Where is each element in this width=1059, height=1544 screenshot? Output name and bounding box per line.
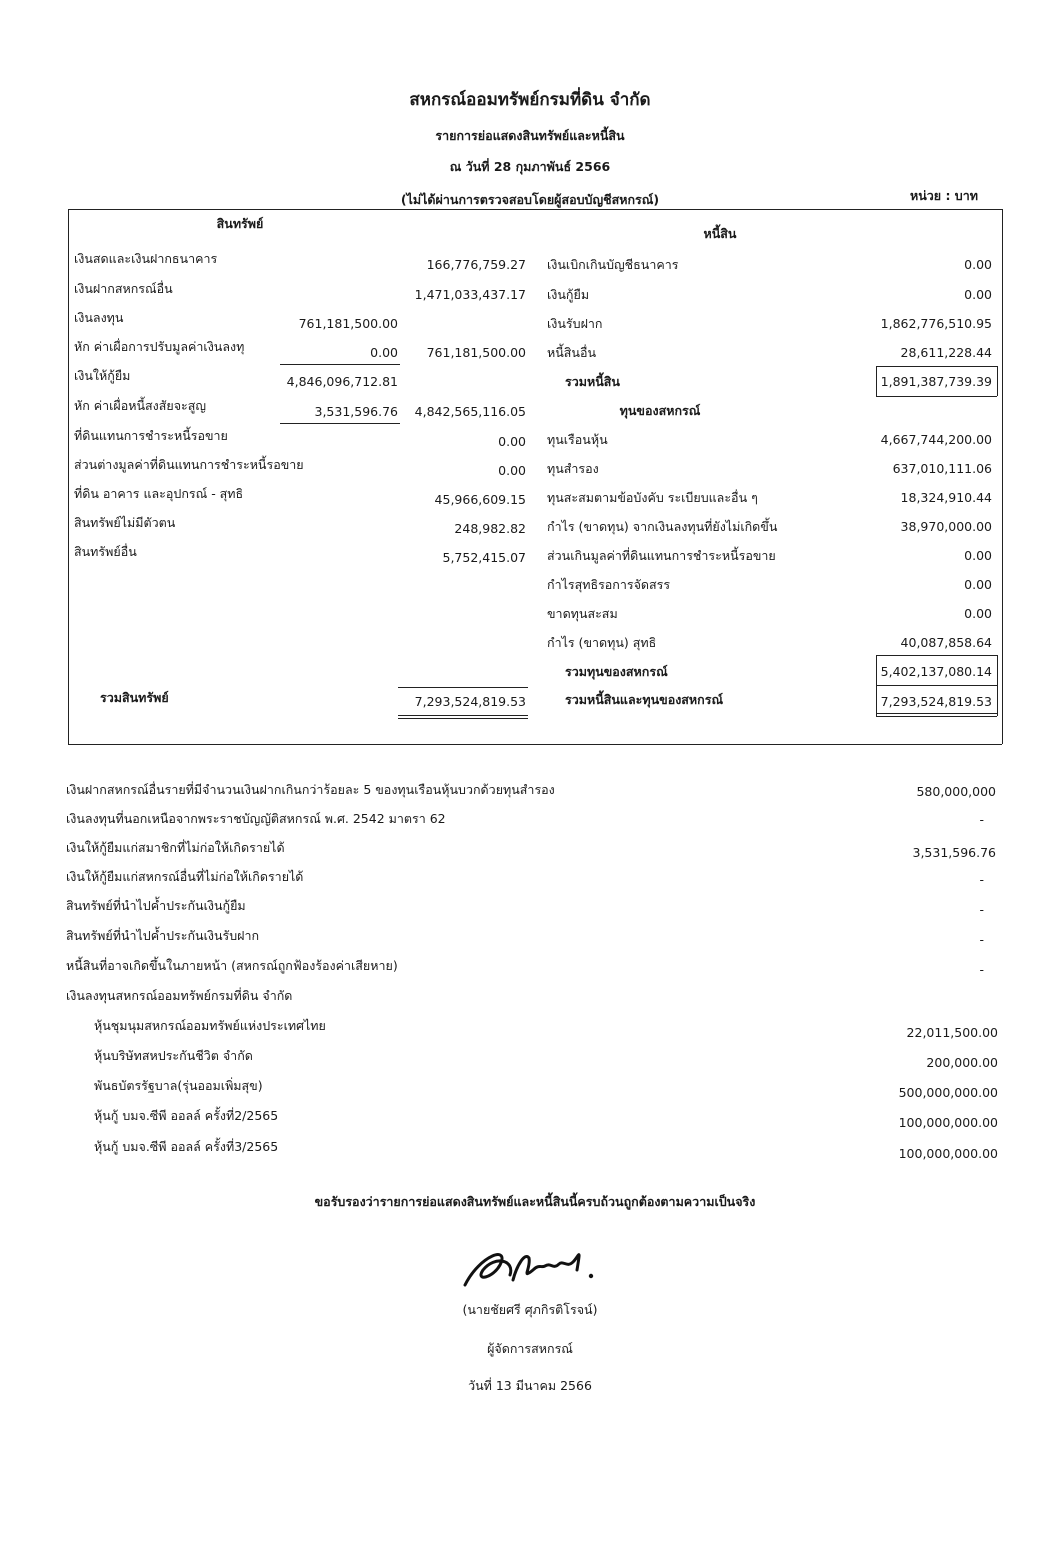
equity-label: ทุนสะสมตามข้อบังคับ ระเบียบและอื่น ๆ	[547, 490, 758, 505]
asset-label: เงินให้กู้ยืม	[74, 368, 131, 383]
note-value: -	[979, 872, 984, 887]
asset-amount: 1,471,033,437.17	[414, 287, 526, 302]
note-label: สินทรัพย์ที่นำไปค้ำประกันเงินรับฝาก	[66, 928, 260, 943]
subtotal-line	[280, 364, 400, 365]
asset-amount: 5,752,415.07	[442, 550, 526, 565]
asset-label: ที่ดิน อาคาร และอุปกรณ์ - สุทธิ	[74, 486, 244, 501]
liability-amount: 0.00	[964, 257, 992, 272]
liability-label: เงินกู้ยืม	[547, 287, 590, 302]
liabilities-total-amount: 1,891,387,739.39	[880, 374, 992, 389]
asset-label: เงินลงทุน	[74, 310, 124, 325]
asset-label: ส่วนต่างมูลค่าที่ดินแทนการชำระหนี้รอขาย	[74, 457, 304, 472]
equity-label: กำไร (ขาดทุน) สุทธิ	[547, 635, 657, 650]
investment-value: 500,000,000.00	[898, 1085, 998, 1100]
certification-statement: ขอรับรองว่ารายการย่อแสดงสินทรัพย์และหนี้สินนี้ครบถ้วนถูกต้องตามความเป็นจริง	[314, 1194, 756, 1209]
asset-amount: 248,982.82	[454, 521, 526, 536]
grand-total-amount: 7,293,524,819.53	[880, 694, 992, 709]
equity-heading: ทุนของสหกรณ์	[619, 403, 701, 418]
investment-value: 22,011,500.00	[906, 1025, 998, 1040]
equity-total-top-line	[876, 655, 997, 656]
asset-sub-amount: 3,531,596.76	[314, 404, 398, 419]
investment-value: 100,000,000.00	[898, 1115, 998, 1130]
investment-label: หุ้นกู้ บมจ.ซีพี ออลล์ ครั้งที่3/2565	[94, 1139, 279, 1154]
asset-amount: 166,776,759.27	[426, 257, 526, 272]
asset-amount: 0.00	[498, 434, 526, 449]
investment-value: 200,000.00	[926, 1055, 998, 1070]
note-label: เงินให้กู้ยืมแก่สมาชิกที่ไม่ก่อให้เกิดรายได้	[66, 840, 285, 855]
liabilities-heading: หนี้สิน	[703, 226, 737, 241]
table-top-border	[68, 209, 1002, 210]
assets-heading: สินทรัพย์	[216, 216, 264, 231]
note-value: 580,000,000	[916, 784, 996, 799]
equity-amount: 0.00	[964, 577, 992, 592]
asset-amount: 0.00	[498, 463, 526, 478]
note-label: เงินฝากสหกรณ์อื่นรายที่มีจำนวนเงินฝากเกินกว่าร้อยละ 5 ของทุนเรือนหุ้นบวกด้วยทุนสำรอง	[66, 782, 555, 797]
table-bottom-border	[68, 744, 1002, 745]
note-label: หนี้สินที่อาจเกิดขึ้นในภายหน้า (สหกรณ์ถูกฟ้องร้องค่าเสียหาย)	[66, 958, 398, 973]
assets-total-top-line	[398, 687, 528, 688]
liability-amount: 28,611,228.44	[900, 345, 992, 360]
equity-label: ขาดทุนสะสม	[547, 606, 618, 621]
equity-label: กำไรสุทธิรอการจัดสรร	[547, 577, 671, 592]
asset-label: เงินสดและเงินฝากธนาคาร	[74, 251, 218, 266]
asset-label: หัก ค่าเผื่อการปรับมูลค่าเงินลงทุ	[74, 339, 245, 354]
assets-total-label: รวมสินทรัพย์	[100, 690, 169, 705]
equity-amount: 637,010,111.06	[892, 461, 992, 476]
liability-label: หนี้สินอื่น	[547, 345, 597, 360]
equity-label: ทุนเรือนหุ้น	[547, 432, 608, 447]
liabilities-total-top-line	[876, 366, 997, 367]
equity-amount: 40,087,858.64	[900, 635, 992, 650]
liability-label: เงินเบิกเกินบัญชีธนาคาร	[547, 257, 679, 272]
note-label: เงินลงทุนสหกรณ์ออมทรัพย์กรมที่ดิน จำกัด	[66, 988, 293, 1003]
equity-total-amount: 5,402,137,080.14	[880, 664, 992, 679]
note-value: -	[979, 962, 984, 977]
note-value: -	[979, 932, 984, 947]
asset-sub-amount: 761,181,500.00	[298, 316, 398, 331]
note-label: สินทรัพย์ที่นำไปค้ำประกันเงินกู้ยืม	[66, 898, 246, 913]
asset-label: ที่ดินแทนการชำระหนี้รอขาย	[74, 428, 228, 443]
signatory-position: ผู้จัดการสหกรณ์	[487, 1341, 573, 1356]
investment-label: พันธบัตรรัฐบาล(รุ่นออมเพิ่มสุข)	[94, 1078, 263, 1093]
asset-label: หัก ค่าเผื่อหนี้สงสัยจะสูญ	[74, 398, 207, 413]
assets-total-double-line	[398, 715, 528, 716]
note-label: เงินลงทุนที่นอกเหนือจากพระราชบัญญัติสหกรณ์ พ.ศ. 2542 มาตรา 62	[66, 811, 446, 826]
signatory-name: (นายชัยศรี ศุภกิรติโรจน์)	[462, 1302, 598, 1317]
liability-amount: 0.00	[964, 287, 992, 302]
equity-label: ส่วนเกินมูลค่าที่ดินแทนการชำระหนี้รอขาย	[547, 548, 776, 563]
asset-label: สินทรัพย์ไม่มีตัวตน	[74, 515, 176, 530]
investment-label: หุ้นกู้ บมจ.ซีพี ออลล์ ครั้งที่2/2565	[94, 1108, 279, 1123]
equity-total-label: รวมทุนของสหกรณ์	[565, 664, 668, 679]
asset-label: เงินฝากสหกรณ์อื่น	[74, 281, 173, 296]
subtotal-line	[280, 423, 400, 424]
liability-amount: 1,862,776,510.95	[880, 316, 992, 331]
report-date: ณ วันที่ 28 กุมภาพันธ์ 2566	[449, 159, 611, 174]
equity-label: ทุนสำรอง	[547, 461, 599, 476]
liability-label: เงินรับฝาก	[547, 316, 603, 331]
signature-date: วันที่ 13 มีนาคม 2566	[468, 1378, 592, 1393]
signature-image	[455, 1240, 605, 1300]
liabilities-total-label: รวมหนี้สิน	[565, 374, 620, 389]
equity-amount: 0.00	[964, 548, 992, 563]
asset-amount: 4,842,565,116.05	[414, 404, 526, 419]
assets-total-amount: 7,293,524,819.53	[414, 694, 526, 709]
note-label: เงินให้กู้ยืมแก่สหกรณ์อื่นที่ไม่ก่อให้เกิดรายได้	[66, 869, 304, 884]
report-title: รายการย่อแสดงสินทรัพย์และหนี้สิน	[435, 128, 625, 143]
equity-amount: 0.00	[964, 606, 992, 621]
investment-label: หุ้นบริษัทสหประกันชีวิต จำกัด	[94, 1048, 253, 1063]
note-value: -	[979, 812, 984, 827]
asset-sub-amount: 0.00	[370, 345, 398, 360]
equity-amount: 4,667,744,200.00	[880, 432, 992, 447]
organization-title: สหกรณ์ออมทรัพย์กรมที่ดิน จำกัด	[409, 90, 651, 110]
investment-value: 100,000,000.00	[898, 1146, 998, 1161]
note-value: -	[979, 902, 984, 917]
unit-label: หน่วย : บาท	[909, 188, 978, 203]
grand-total-label: รวมหนี้สินและทุนของสหกรณ์	[565, 692, 724, 707]
equity-label: กำไร (ขาดทุน) จากเงินลงทุนที่ยังไม่เกิดขึ้น	[547, 519, 778, 534]
table-right-border	[1002, 209, 1003, 744]
equity-amount: 18,324,910.44	[900, 490, 992, 505]
asset-label: สินทรัพย์อื่น	[74, 544, 137, 559]
asset-amount: 45,966,609.15	[434, 492, 526, 507]
asset-sub-amount: 4,846,096,712.81	[286, 374, 398, 389]
asset-amount: 761,181,500.00	[426, 345, 526, 360]
table-left-border	[68, 209, 69, 744]
audit-note: (ไม่ได้ผ่านการตรวจสอบโดยผู้สอบบัญชีสหกรณ์)	[400, 192, 660, 207]
equity-amount: 38,970,000.00	[900, 519, 992, 534]
note-value: 3,531,596.76	[912, 845, 996, 860]
investment-label: หุ้นชุมนุมสหกรณ์ออมทรัพย์แห่งประเทศไทย	[94, 1018, 326, 1033]
grand-total-double-line	[876, 713, 997, 714]
